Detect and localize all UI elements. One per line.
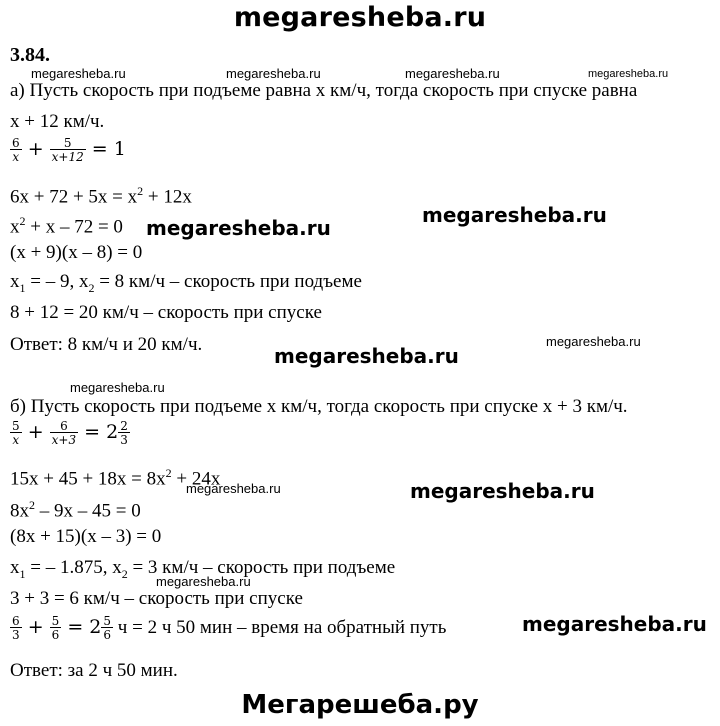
watermark-bold: megaresheba.ru [146, 216, 331, 240]
watermark: megaresheba.ru [31, 66, 126, 81]
watermark-bold: megaresheba.ru [410, 479, 595, 503]
watermark-bold: megaresheba.ru [274, 344, 459, 368]
watermark: megaresheba.ru [156, 574, 251, 589]
watermark: megaresheba.ru [226, 66, 321, 81]
part-a-line-7: 8 + 12 = 20 км/ч – скорость при спуске [10, 302, 322, 323]
part-b-line-7: 3 + 3 = 6 км/ч – скорость при спуске [10, 588, 303, 609]
watermark-bold: megaresheba.ru [422, 203, 607, 227]
part-a-intro-cont: x + 12 км/ч. [10, 111, 105, 132]
part-b-line-8: $\frac{6}{3}$ + $\frac{5}{6}$ = 2 $\frac{5}{6}$ ч = 2 ч 50 мин – время на обратный путь [12, 614, 447, 642]
part-a-answer: Ответ: 8 км/ч и 20 км/ч. [10, 334, 203, 355]
watermark-bold: megaresheba.ru [522, 612, 707, 636]
part-a-equation: $\frac{6}{x}$ + $\frac{5}{x+12}$ = 1 [12, 136, 126, 164]
part-a-line-4: $x^2 + x - 72 = 0$ [10, 214, 123, 238]
part-b-equation: $\frac{5}{x}$ + $\frac{6}{x+3}$ = 2 $\frac{2}{3}$ [12, 419, 128, 447]
watermark: megaresheba.ru [186, 481, 281, 496]
part-a-line-3: $6x + 72 + 5x = x^2 + 12x$ [10, 184, 192, 208]
problem-number: 3.84. [10, 44, 50, 66]
part-b-line-5: (8x + 15)(x – 3) = 0 [10, 526, 162, 547]
watermark: megaresheba.ru [405, 66, 500, 81]
watermark: megaresheba.ru [70, 380, 165, 395]
part-a-line-5: (x + 9)(x – 8) = 0 [10, 242, 143, 263]
part-a-intro: а) Пусть скорость при подъеме равна x км/ч, тогда скорость при спуске равна [10, 80, 638, 101]
part-a-line-6: $x_1$ = – 9, $x_2 = 8$ км/ч – скорость при подъеме [10, 271, 362, 295]
part-b-line-3: $15x + 45 + 18x = 8x^2 + 24x$ [10, 466, 221, 490]
site-header: megaresheba.ru [233, 2, 487, 33]
site-footer: Мегарешеба.ру [241, 690, 479, 720]
watermark: megaresheba.ru [588, 68, 669, 80]
part-b-answer: Ответ: за 2 ч 50 мин. [10, 660, 178, 681]
part-b-intro: б) Пусть скорость при подъеме x км/ч, тогда скорость при спуске x + 3 км/ч. [10, 396, 628, 417]
part-b-line-6: $x_1$ = – 1.875, $x_2 = 3$ км/ч – скорость при подъеме [10, 557, 396, 581]
watermark: megaresheba.ru [546, 334, 641, 349]
part-b-line-4: $8x^2 - 9x - 45 = 0$ [10, 498, 141, 522]
